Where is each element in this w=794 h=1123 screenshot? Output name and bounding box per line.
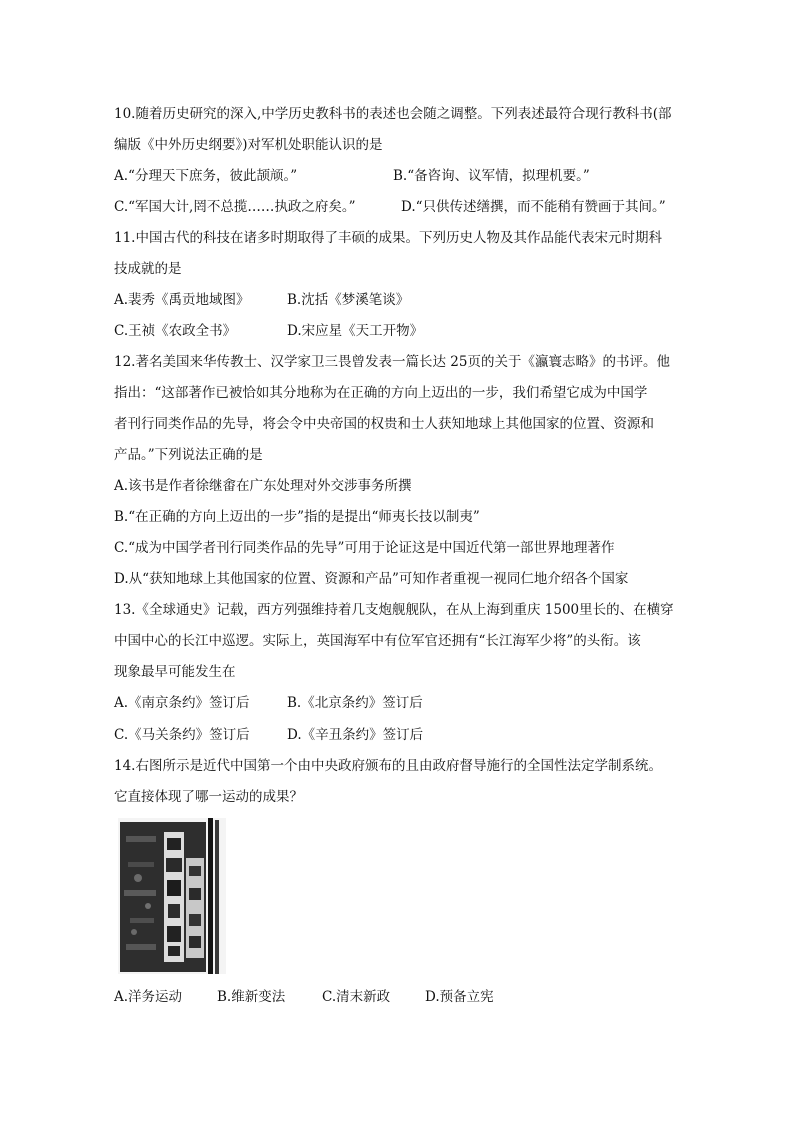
q12-option-d[interactable]: D.从“获知地球上其他国家的位置、资源和产品”可知作者重视一视同仁地介绍各个国家: [114, 571, 629, 587]
q14-option-b[interactable]: B.维新变法: [217, 989, 286, 1005]
q14-option-d[interactable]: D.预备立宪: [425, 989, 494, 1005]
q10-option-d[interactable]: D.“只供传述缮撰，而不能稍有赞画于其间。”: [401, 199, 666, 215]
q12-option-a[interactable]: A.该书是作者徐继畬在广东处理对外交涉事务所撰: [114, 478, 412, 494]
q10-stem-line-2: 编版《中外历史纲要》)对军机处职能认识的是: [114, 137, 383, 153]
q13-option-d[interactable]: D.《辛丑条约》签订后: [287, 727, 424, 743]
q12-option-b[interactable]: B.“在正确的方向上迈出的一步”指的是提出“师夷长技以制夷”: [114, 509, 480, 525]
q13-stem-line-3: 现象最早可能发生在: [114, 664, 236, 680]
q14-option-c[interactable]: C.清末新政: [322, 989, 391, 1005]
q11-stem-line-1: 11.中国古代的科技在诸多时期取得了丰硕的成果。下列历史人物及其作品能代表宋元时期科: [114, 230, 662, 246]
q10-option-a[interactable]: A.“分理天下庶务，彼此颉颃。”: [114, 168, 298, 184]
q13-stem-line-2: 中国中心的长江中巡逻。实际上，英国海军中有位军官还拥有“长江海军少将”的头衔。该: [114, 633, 641, 649]
q14-stem-line-1: 14.右图所示是近代中国第一个由中央政府颁布的且由政府督导施行的全国性法定学制系统。: [114, 758, 662, 774]
q12-stem-line-2: 指出：“这部著作已被恰如其分地称为在正确的方向上迈出的一步，我们希望它成为中国学: [114, 385, 648, 401]
q12-stem-line-3: 者刊行同类作品的先导，将会令中央帝国的权贵和士人获知地球上其他国家的位置、资源和: [114, 416, 654, 432]
school-system-document-image: [118, 818, 226, 974]
q11-option-b[interactable]: B.沈括《梦溪笔谈》: [287, 292, 410, 308]
q10-option-c[interactable]: C.“军国大计,罔不总揽……执政之府矣。”: [114, 199, 356, 215]
q10-option-b[interactable]: B.“备咨询、议军情，拟理机要。”: [393, 168, 590, 184]
q13-stem-line-1: 13.《全球通史》记载，西方列强维持着几支炮舰舰队，在从上海到重庆 1500里长的、在横穿: [114, 602, 674, 618]
q12-stem-line-1: 12.著名美国来华传教士、汉学家卫三畏曾发表一篇长达 25页的关于《瀛寰志略》的书评。他: [114, 354, 670, 370]
q11-option-a[interactable]: A.裴秀《禹贡地域图》: [114, 292, 250, 308]
q14-option-a[interactable]: A.洋务运动: [114, 989, 183, 1005]
q11-option-c[interactable]: C.王祯《农政全书》: [114, 323, 237, 339]
q14-stem-line-2: 它直接体现了哪一运动的成果？: [114, 789, 303, 805]
q11-option-d[interactable]: D.宋应星《天工开物》: [287, 323, 424, 339]
q11-stem-line-2: 技成就的是: [114, 261, 182, 277]
q13-option-a[interactable]: A.《南京条约》签订后: [114, 695, 250, 711]
q10-stem-line-1: 10.随着历史研究的深入,中学历史教科书的表述也会随之调整。下列表述最符合现行教科书(部: [114, 106, 672, 122]
q12-stem-line-4: 产品。”下列说法正确的是: [114, 447, 263, 463]
q12-option-c[interactable]: C.“成为中国学者刊行同类作品的先导”可用于论证这是中国近代第一部世界地理著作: [114, 540, 615, 556]
q13-option-c[interactable]: C.《马关条约》签订后: [114, 727, 250, 743]
q13-option-b[interactable]: B.《北京条约》签订后: [287, 695, 423, 711]
